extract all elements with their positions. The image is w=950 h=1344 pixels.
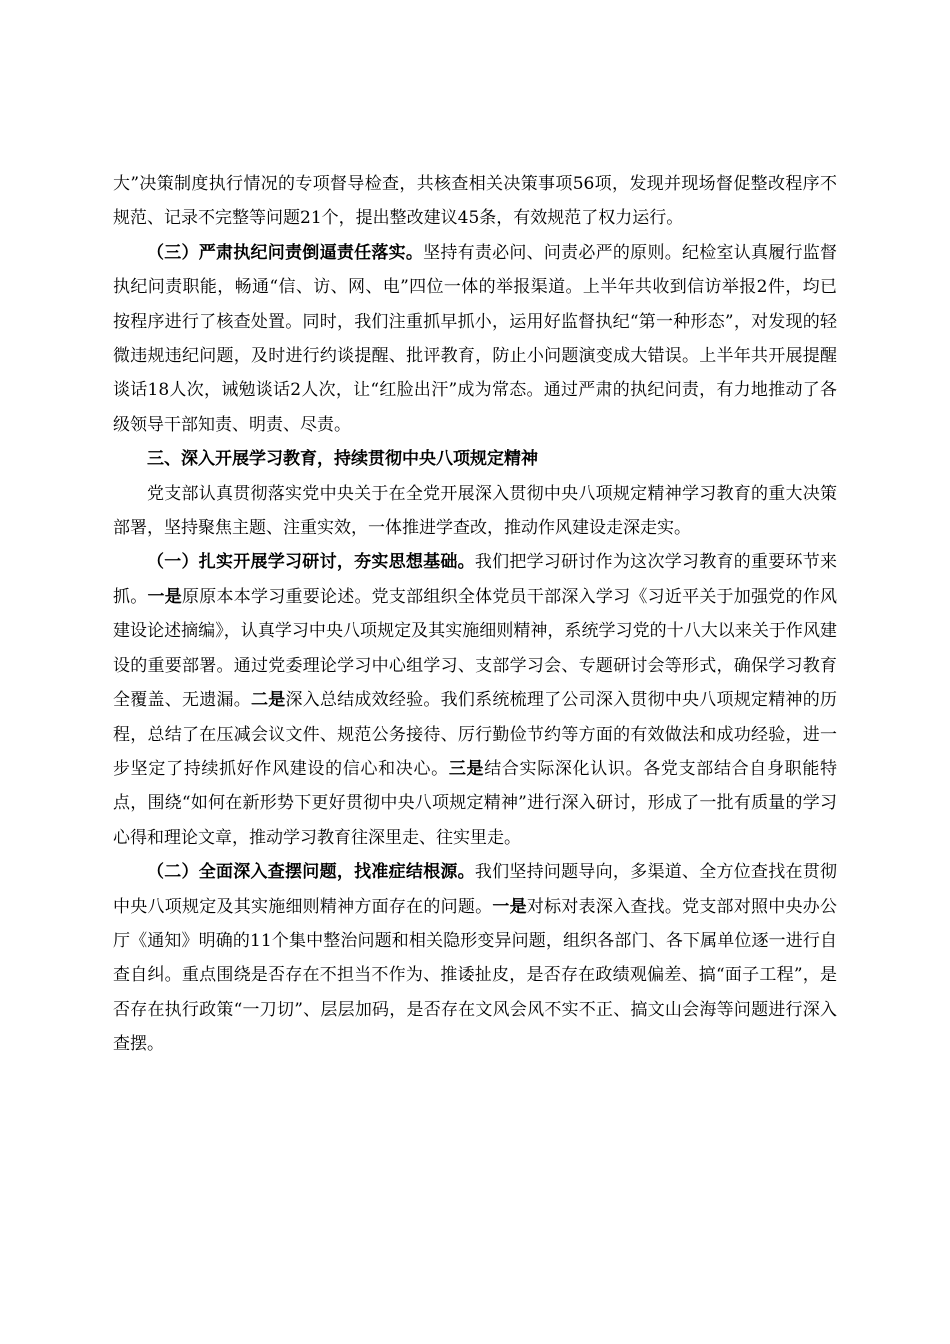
subheading-study: （一）扎实开展学习研讨，夯实思想基础。 [147, 552, 475, 573]
paragraph-text: 对标对表深入查找。党支部对照中央办公厅《通知》明确的11个集中整治问题和相关隐形变异问题，组织各部门、各下属单位逐一进行自查自纠。重点围绕是否存在不担当不作为、推诿扯皮，是否存在政绩观偏差、搞“面子工程”，是否存在执行政策“一刀切”、层层加码，是否存在文风会风不实不正、搞文山会海等问题进行深入查摆。 [113, 896, 838, 1055]
paragraph-intro: 党支部认真贯彻落实党中央关于在全党开展深入贯彻中央八项规定精神学习教育的重大决策部署，坚持聚焦主题、注重实效，一体推进学查改，推动作风建设走深走实。 [113, 483, 837, 539]
paragraph-study [113, 545, 837, 855]
paragraph-accountability [113, 236, 837, 442]
paragraph-text: 我们把学习研讨作为这次学习教育的重要环节来抓。 [113, 552, 838, 607]
document-body [113, 167, 837, 1062]
paragraph-text: 深入总结成效经验。我们系统梳理了公司深入贯彻中央八项规定精神的历程，总结了在压减会议文件、规范公务接待、厉行勤俭节约等方面的有效做法和成功经验，进一步坚定了持续抓好作风建设的信心和决心。 [113, 690, 838, 779]
keyword-second: 二是 [250, 690, 286, 711]
paragraph-text: 坚持有责必问、问责必严的原则。纪检室认真履行监督执纪问责职能，畅通“信、访、网、电”四位一体的举报渠道。上半年共收到信访举报2件，均已按程序进行了核查处置。同时，我们注重抓早抓小，运用好监督执纪“第一种形态”，对发现的轻微违规违纪问题，及时进行约谈提醒、批评教育，防止小问题演变成大错误。上半年共开展提醒谈话18人次，诫勉谈话2人次，让“红脸出汗”成为常态。通过严肃的执纪问责，有力地推动了各级领导干部知责、明责、尽责。 [113, 242, 838, 435]
keyword-first: 一是 [147, 586, 182, 607]
paragraph-text: 结合实际深化认识。各党支部结合自身职能特点，围绕“如何在新形势下更好贯彻中央八项规定精神”进行深入研讨，形成了一批有质量的学习心得和理论文章，推动学习教育往深里走、往实里走。 [113, 758, 838, 848]
paragraph-problems [113, 855, 837, 1061]
paragraph-text: 我们坚持问题导向，多渠道、全方位查找在贯彻中央八项规定及其实施细则精神方面存在的问题。 [113, 862, 838, 917]
paragraph-text: 原原本本学习重要论述。党支部组织全体党员干部深入学习《习近平关于加强党的作风建设论述摘编》，认真学习中央八项规定及其实施细则精神，系统学习党的十八大以来关于作风建设的重要部署。通过党委理论学习中心组学习、支部学习会、专题研讨会等形式，确保学习教育全覆盖、无遗漏。 [113, 586, 838, 711]
paragraph-continuation: 大”决策制度执行情况的专项督导检查，共核查相关决策事项56项，发现并现场督促整改程序不规范、记录不完整等问题21个，提出整改建议45条，有效规范了权力运行。 [113, 174, 837, 229]
keyword-third: 三是 [448, 758, 485, 779]
subheading-problems: （二）全面深入查摆问题，找准症结根源。 [147, 862, 475, 883]
section-heading: 三、深入开展学习教育，持续贯彻中央八项规定精神 [147, 449, 538, 470]
subheading-accountability: （三）严肃执纪问责倒逼责任落实。 [147, 242, 424, 263]
keyword-first: 一是 [492, 896, 527, 917]
